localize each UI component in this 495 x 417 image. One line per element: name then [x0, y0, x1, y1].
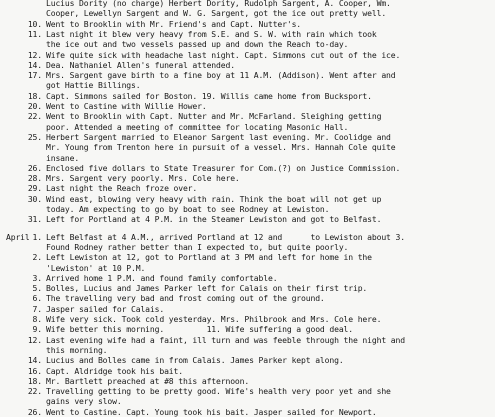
entry-text: Travelling getting to be pretty good. Wife's health very poor yet and she — [46, 386, 391, 397]
entry-text: Lucius Dority (no charge) Herbert Dority, Rudolph Sargent, A. Cooper, Wm. — [46, 0, 391, 8]
entry-text: Mr. Bartlett preached at #8 this afternoon. — [46, 375, 250, 386]
entry-text: 'Lewiston' at 10 P.M. — [46, 262, 146, 273]
day-number: 22. — [27, 111, 42, 122]
entry-text: Went to Castine. Capt. Young took his bait. Jasper sailed for Newport. — [46, 406, 377, 417]
entry-text: gains very slow. — [46, 396, 122, 407]
entry-text: The travelling very bad and frost coming out of the ground. — [46, 293, 325, 304]
day-number: 17. — [27, 70, 42, 81]
entry-text: Jasper sailed for Calais. — [46, 303, 165, 314]
day-number: 5. — [32, 283, 42, 294]
day-number: 1. — [32, 231, 42, 242]
entry-text: Mrs. Sargent gave birth to a fine boy at 11 A.M. (Addison). Went after and — [46, 70, 396, 81]
entry-text: Left for Portland at 4 P.M. in the Steamer Lewiston and got to Belfast. — [46, 214, 382, 225]
day-number: 31. — [27, 214, 42, 225]
entry-text: Went to Brooklin with Capt. Nutter and Mr. McFarland. Sleighing getting — [46, 111, 382, 122]
entry-text: Arrived home 1 P.M. and found family comfortable. — [46, 272, 278, 283]
entry-text: this morning. — [46, 344, 108, 355]
entry-text: Went to Castine with Willie Hower. — [46, 101, 207, 111]
entry-text: the ice out and two vessels passed up and down the Reach to-day. — [46, 39, 349, 50]
entry-text: insane. — [46, 152, 80, 163]
day-number: 25. — [27, 131, 42, 142]
entry-text: Cooper, Lewellyn Sargent and W. G. Sargent, got the ice out pretty well. — [46, 8, 387, 19]
entry-text: Capt. Aldridge took his bait. — [46, 365, 183, 376]
day-number: 29. — [27, 183, 42, 194]
entry-text: Mrs. Sargent very poorly. Mrs. Cole here. — [46, 173, 240, 184]
entry-text: Found Rodney rather better than I expected to, but quite poorly. — [46, 241, 349, 252]
day-number: 26. — [27, 406, 42, 417]
entry-text: Left Lewiston at 12, got to Portland at 3 PM and left for home in the — [46, 252, 372, 263]
day-number: 18. — [27, 375, 42, 386]
entry-text: Bolles, Lucius and James Parker left for Calais on their first trip. — [46, 283, 368, 294]
entry-text: Lucius and Bolles came in from Calais. James Parker kept along. — [46, 355, 344, 366]
entry-text: Capt. Simmons sailed for Boston. 19. Willis came home from Bucksport. — [46, 90, 372, 101]
day-number: 10. — [27, 18, 42, 29]
day-number: 18. — [27, 90, 42, 101]
day-number: 7. — [32, 303, 42, 314]
day-number: 12. — [27, 334, 42, 345]
day-number: 20. — [27, 101, 42, 111]
entry-text: Last night the Reach froze over. — [46, 183, 198, 194]
day-number: 8. — [32, 314, 42, 324]
entry-text: Wife better this morning. 11. Wife suffering a good deal. — [46, 324, 353, 335]
entry-text: Wind east, blowing very heavy with rain. Think the boat will not get up — [46, 193, 382, 204]
entry-text: poor. Attended a meeting of committee for locating Masonic Hall. — [46, 121, 349, 132]
entry-text: Mr. Young from Trenton here in pursuit of a vessel. Mrs. Hannah Cole quite — [46, 142, 396, 153]
day-number: 16. — [27, 365, 42, 376]
day-number: 30. — [27, 193, 42, 204]
entry-text: Enclosed five dollars to State Treasurer for Com.(?) on Justice Commission. — [46, 162, 401, 173]
day-number: 6. — [32, 293, 42, 304]
day-number: 22. — [27, 386, 42, 397]
day-number: 14. — [27, 59, 42, 70]
day-number: 26. — [27, 162, 42, 173]
day-number: 11. — [27, 28, 42, 39]
entry-text: Dea. Nathaniel Allen's funeral attended. — [46, 59, 235, 70]
day-number: 14. — [27, 355, 42, 366]
entry-text: Wife very sick. Took cold yesterday. Mrs. Philbrook and Mrs. Cole here. — [46, 314, 382, 324]
entry-text: Last night it blew very heavy from S.E. and S. W. with rain which took — [46, 28, 377, 39]
entry-text: Herbert Sargent married to Eleanor Sargent last evening. Mr. Coolidge and — [46, 131, 391, 142]
entry-text: Last evening wife had a faint, ill turn and was feeble through the night and — [46, 334, 405, 345]
entry-text: Wife quite sick with headache last night. Capt. Simmons cut out of the ice. — [46, 49, 401, 60]
entry-text: Left Belfast at 4 A.M., arrived Portland at 12 and to Lewiston about 3. — [46, 231, 405, 242]
entry-text: got Hattie Billings. — [46, 80, 141, 91]
day-number: 3. — [32, 272, 42, 283]
entry-text: today. Am expecting to go by boat to see Rodney at Lewiston. — [46, 204, 330, 214]
day-number: 9. — [32, 324, 42, 335]
day-number: 28. — [27, 173, 42, 184]
month-label: April — [6, 231, 30, 242]
day-number: 2. — [32, 252, 42, 263]
entry-text: Went to Brooklin with Mr. Friend's and Capt. Nutter's. — [46, 18, 302, 29]
day-number: 12. — [27, 49, 42, 60]
